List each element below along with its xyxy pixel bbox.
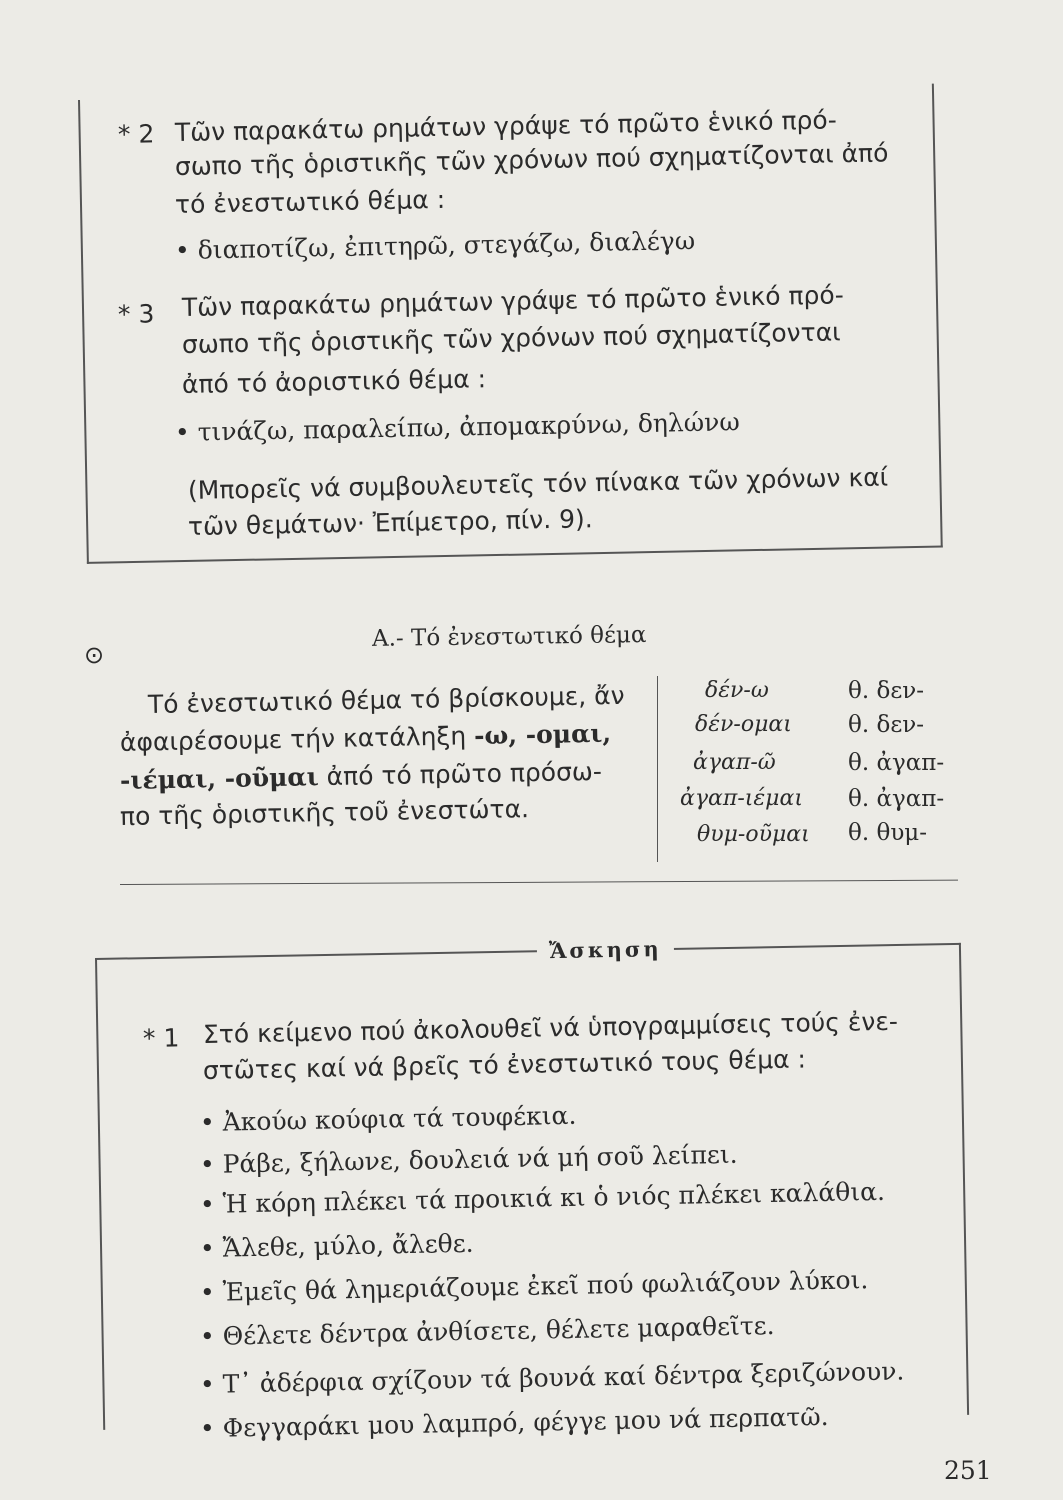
bullet-icon: • <box>174 235 191 265</box>
sentence-6: Θέλετε δέντρα ἀνθίσετε, θέλετε μαραθεῖτε. <box>222 1310 775 1351</box>
bullet-icon: • <box>199 1189 216 1219</box>
ex2-marker: * 2 <box>117 119 155 149</box>
ex1-line-1: Στό κείμενο πού ἀκολουθεῖ νά ὑπογραμμίσεις τούς ἐνε- <box>202 1006 899 1049</box>
sentence-row-4 <box>200 1229 474 1264</box>
rule-text: Τό ἐνεστωτικό θέμα τό βρίσκουμε, ἄν <box>147 680 625 719</box>
ex1-marker: * 1 <box>142 1023 180 1053</box>
bullet-icon: • <box>174 417 191 447</box>
bullet-icon: • <box>199 1107 216 1137</box>
example-form-2: δέν-ομαι <box>695 712 792 737</box>
ex1-line-2: στῶτες καί νά βρεῖς τό ἐνεστωτικό τους θέμα : <box>202 1044 807 1085</box>
ex2-line-2: σωπο τῆς ὁριστικῆς τῶν χρόνων πού σχηματίζονται ἀπό <box>174 138 889 181</box>
note-line-2: τῶν θεμάτων· Ἐπίμετρο, πίν. 9). <box>187 504 593 541</box>
section-heading: Α.- Τό ἐνεστωτικό θέμα <box>371 622 647 652</box>
ex2-verbs: διαποτίζω, ἐπιτηρῶ, στεγάζω, διαλέγω <box>197 226 696 265</box>
ex3-line-2: σωπο τῆς ὁριστικῆς τῶν χρόνων πού σχηματίζονται <box>181 317 841 359</box>
bullet-icon: • <box>199 1233 216 1263</box>
example-form-3: ἀγαπ-ῶ <box>693 750 776 775</box>
sentence-5: Ἐμεῖς θά λημεριάζουμε ἐκεῖ πού φωλιάζουν λύκοι. <box>222 1265 869 1307</box>
page-number: 251 <box>944 1456 992 1485</box>
sentence-7: Τ᾿ ἀδέρφια σχίζουν τά βουνά καί δέντρα ξεριζώνουν. <box>222 1356 905 1399</box>
rule-text: ἀφαιρέσουμε τήν κατάληξη <box>119 721 475 757</box>
ex3-marker: * 3 <box>117 299 155 329</box>
example-theme-4: θ. ἀγαπ- <box>848 786 945 812</box>
sentence-2: Ράβε, ξήλωνε, δουλειά νά μή σοῦ λείπει. <box>222 1139 738 1179</box>
ex3-line-1: Τῶν παρακάτω ρημάτων γράψε τό πρῶτο ἑνικό πρό- <box>181 280 844 322</box>
sentence-1: Ἀκούω κούφια τά τουφέκια. <box>222 1100 577 1137</box>
bullet-icon: • <box>199 1413 216 1443</box>
bullet-icon: • <box>199 1277 216 1307</box>
ex3-line-3: ἀπό τό ἀοριστικό θέμα : <box>181 364 487 399</box>
bullet-icon: • <box>199 1369 216 1399</box>
ex2-line-3: τό ἐνεστωτικό θέμα : <box>174 184 446 219</box>
ex2-line-1: Τῶν παρακάτω ρημάτων γράψε τό πρῶτο ἑνικό πρό- <box>174 105 837 147</box>
exercise-legend: Ἄσκηση <box>537 936 674 963</box>
example-theme-5: θ. θυμ- <box>848 820 928 846</box>
ex3-verbs: τινάζω, παραλείπω, ἀπομακρύνω, δηλώνω <box>197 407 740 447</box>
example-form-4: ἀγαπ-ιέμαι <box>680 786 803 811</box>
sentence-8: Φεγγαράκι μου λαμπρό, φέγγε μου νά περπατῶ. <box>222 1401 829 1443</box>
section-marker-icon: ⊙ <box>84 641 105 669</box>
example-theme-2: θ. δεν- <box>848 712 924 738</box>
rule-endings: -ω, -ομαι, <box>473 718 612 751</box>
note-line-1: (Μπορεῖς νά συμβουλευτεῖς τόν πίνακα τῶν χρόνων καί <box>187 462 889 505</box>
rule-text: ἀπό τό πρῶτο πρόσω- <box>318 756 603 792</box>
rule-text: πο τῆς ὁριστικῆς τοῦ ἐνεστώτα. <box>119 794 530 831</box>
rule-line-3 <box>120 757 602 796</box>
rule-endings: -ιέμαι, -οῦμαι <box>119 762 319 795</box>
bullet-icon: • <box>199 1149 216 1179</box>
example-theme-1: θ. δεν- <box>848 678 924 704</box>
example-form-1: δέν-ω <box>705 678 769 703</box>
rule-line-4 <box>120 794 530 832</box>
sentence-4: Ἄλεθε, μύλο, ἄλεθε. <box>222 1228 474 1263</box>
example-form-5: θυμ-οῦμαι <box>697 822 810 847</box>
sentence-3: Ἡ κόρη πλέκει τά προικιά κι ὁ νιός πλέκει καλάθια. <box>222 1176 886 1219</box>
rule-line-1 <box>148 681 625 720</box>
example-theme-3: θ. ἀγαπ- <box>848 750 945 776</box>
example-divider <box>657 676 658 862</box>
rule-line-2 <box>120 719 612 758</box>
section-rule <box>120 880 958 885</box>
bullet-icon: • <box>199 1321 216 1351</box>
